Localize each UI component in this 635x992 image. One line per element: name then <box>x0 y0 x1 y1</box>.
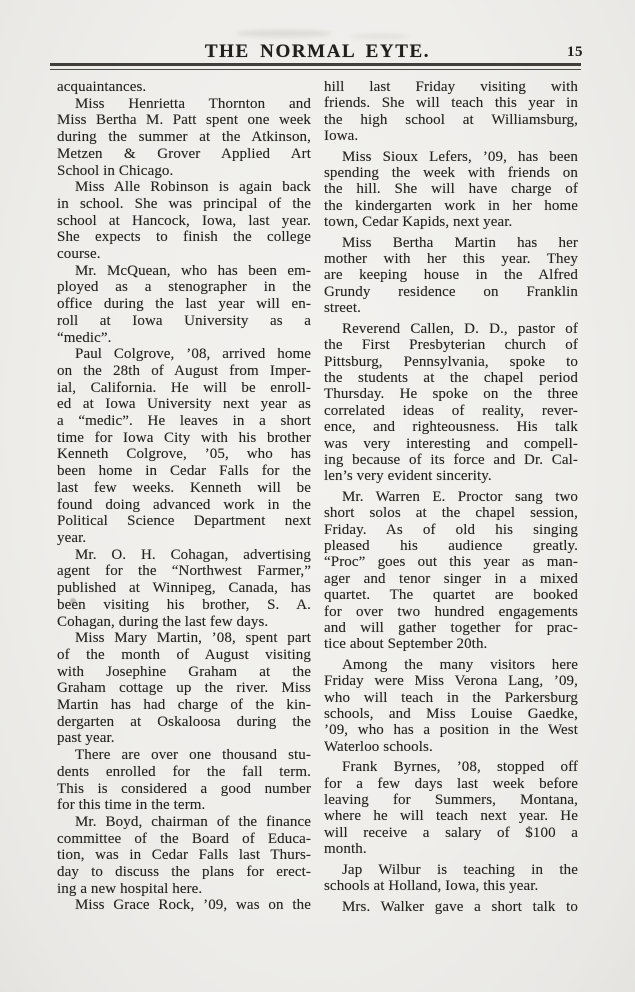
text-line: dergarten at Oskaloosa during the <box>57 713 311 730</box>
paragraph <box>324 862 578 895</box>
paragraph <box>324 899 578 915</box>
text-line: schools, and Miss Louise Gaedke, <box>324 706 578 723</box>
paragraph <box>57 179 311 263</box>
text-line: ence, and righteousness. His talk <box>324 419 578 436</box>
text-line: a “medic”. He leaves in a short <box>57 413 311 430</box>
paragraph <box>324 149 578 231</box>
paragraph <box>324 759 578 857</box>
text-line: on the 28th of August from Imper- <box>57 362 311 379</box>
text-line: tion, was in Cedar Falls last Thurs- <box>57 847 311 864</box>
text-line: “Proc” goes out this year as man- <box>324 554 578 571</box>
text-line: ing a new hospital here. <box>57 880 203 897</box>
text-line: Reverend Callen, D. D., pastor of <box>342 320 578 337</box>
text-line: committee of the Board of Educa- <box>57 830 311 847</box>
text-line: during the summer at the Atkinson, <box>57 129 311 146</box>
text-line: ing because of its force and Dr. Cal- <box>324 451 578 468</box>
text-line: of the month of August visiting <box>57 646 311 663</box>
text-line: the kindergarten work in her home <box>324 197 578 214</box>
text-line: Pittsburg, Pennsylvania, spoke to <box>324 353 578 370</box>
text-line: month. <box>324 841 367 858</box>
text-line: She expects to finish the college <box>57 229 311 246</box>
paragraph <box>57 79 311 96</box>
text-line: acquaintances. <box>57 79 147 95</box>
paragraph <box>324 657 578 755</box>
text-line: Mr. Warren E. Proctor sang two <box>342 488 578 505</box>
text-line: friends. She will teach this year in <box>324 95 578 112</box>
text-line: been home in Cedar Falls for the <box>57 463 311 480</box>
text-line: Mr. McQuean, who has been em- <box>75 262 311 279</box>
text-line: pleased his audience greatly. <box>324 537 578 554</box>
text-line: office during the last year will en- <box>57 296 311 313</box>
text-line: hill last Friday visiting with <box>324 79 578 95</box>
text-line: Cohagan, during the last few days. <box>57 613 269 630</box>
text-line: tice about September 20th. <box>324 636 488 653</box>
text-line: Miss Mary Martin, ’08, spent part <box>75 630 311 647</box>
text-line: Graham cottage up the river. Miss <box>57 680 311 697</box>
paragraph <box>324 235 578 317</box>
text-line: There are over one thousand stu- <box>75 747 311 764</box>
text-line: the students at the chapel period <box>324 369 578 386</box>
text-line: Kenneth Colgrove, ’05, who has <box>57 446 311 463</box>
text-line: Miss Sioux Lefers, ’09, has been <box>342 148 578 165</box>
text-line: year. <box>57 529 87 546</box>
paragraph <box>324 79 578 145</box>
text-line: street. <box>324 300 361 317</box>
text-line: Among the many visitors here <box>342 656 578 673</box>
text-line: leaving for Summers, Montana, <box>324 792 578 809</box>
text-line: been visiting his brother, S. A. <box>57 596 311 613</box>
text-line: who will teach in the Parkersburg <box>324 689 578 706</box>
text-line: published at Winnipeg, Canada, has <box>57 580 311 597</box>
text-line: correlated ideas of reality, rever- <box>324 402 578 419</box>
text-line: Thursday. He spoke on the three <box>324 386 578 403</box>
paragraph <box>57 346 311 546</box>
text-line: last few weeks. Kenneth will be <box>57 479 311 496</box>
text-line: Waterloo schools. <box>324 738 433 755</box>
scan-artifact <box>350 34 410 39</box>
text-line: are keeping house in the Alfred <box>324 267 578 284</box>
page-number: 15 <box>567 44 583 60</box>
paragraph <box>57 547 311 631</box>
text-line: This is considered a good number <box>57 780 311 797</box>
text-line: Miss Alle Robinson is again back <box>75 179 311 196</box>
text-line: the hill. She will have charge of <box>324 181 578 198</box>
text-line: day to discuss the plans for erect- <box>57 864 311 881</box>
paragraph <box>57 96 311 180</box>
text-line: the high school at Williamsburg, <box>324 111 578 128</box>
text-line: where he will teach next year. He <box>324 808 578 825</box>
text-line: will receive a salary of $100 a <box>324 824 578 841</box>
text-line: Frank Byrnes, ’08, stopped off <box>342 759 578 776</box>
text-line: with Josephine Graham at the <box>57 663 311 680</box>
text-line: in school. She was principal of the <box>57 195 311 212</box>
text-line: town, Cedar Kapids, next year. <box>324 214 513 231</box>
text-line: Miss Bertha Martin has her <box>342 234 578 251</box>
text-line: Metzen & Grover Applied Art <box>57 145 311 162</box>
text-line: ial, California. He will be enroll- <box>57 379 311 396</box>
text-line: School in Chicago. <box>57 162 174 179</box>
newspaper-title: THE NORMAL EYTE. <box>204 41 431 62</box>
text-line: ’09, who has a position in the West <box>324 722 578 739</box>
text-line: Friday were Miss Verona Lang, ’09, <box>324 673 578 690</box>
text-line: dents enrolled for the fall term. <box>57 763 311 780</box>
text-line: Martin has had charge of the kin- <box>57 697 311 714</box>
text-line: found doing advanced work in the <box>57 496 311 513</box>
paragraph <box>57 630 311 747</box>
text-line: time for Iowa City with his brother <box>57 429 311 446</box>
text-line: for a few days last week before <box>324 775 578 792</box>
text-line: Mr. O. H. Cohagan, advertising <box>75 546 311 563</box>
paragraph <box>57 263 311 347</box>
text-line: Friday. As of old his singing <box>324 521 578 538</box>
text-line: Grundy residence on Franklin <box>324 283 578 300</box>
paragraph <box>57 897 311 914</box>
text-line: was very interesting and compell- <box>324 435 578 452</box>
paragraph <box>324 489 578 653</box>
text-line: Jap Wilbur is teaching in the <box>342 861 578 878</box>
text-line: ager and tenor singer in a mixed <box>324 570 578 587</box>
text-line: mother with her this year. They <box>324 251 578 268</box>
text-line: course. <box>57 246 101 263</box>
text-line: ployed as a stenographer in the <box>57 279 311 296</box>
scan-artifact <box>236 30 332 37</box>
text-line: Mr. Boyd, chairman of the finance <box>75 813 311 830</box>
text-line: agent for the “Northwest Farmer,” <box>57 563 311 580</box>
text-line: schools at Holland, Iowa, this year. <box>324 878 539 895</box>
right-column <box>324 79 578 915</box>
text-line: Miss Bertha M. Patt spent one week <box>57 112 311 129</box>
text-line: for over two hundred engagements <box>324 603 578 620</box>
paragraph <box>57 814 311 898</box>
text-line: len’s very evident sincerity. <box>324 468 492 485</box>
left-column <box>57 79 311 915</box>
text-line: school at Hancock, Iowa, last year. <box>57 212 311 229</box>
text-line: “medic”. <box>57 329 112 346</box>
text-line: for this time in the term. <box>57 797 206 814</box>
text-line: Paul Colgrove, ’08, arrived home <box>75 346 311 363</box>
text-line: Miss Grace Rock, ’09, was on the <box>75 897 311 914</box>
text-line: the First Presbyterian church of <box>324 337 578 354</box>
article-columns <box>57 79 578 915</box>
text-line: and will gather together for prac- <box>324 620 578 636</box>
text-line: Mrs. Walker gave a short talk to <box>342 898 578 915</box>
header-double-rule <box>50 63 581 70</box>
text-line: ed at Iowa University next year as <box>57 396 311 413</box>
text-line: quartet. The quartet are booked <box>324 587 578 604</box>
text-line: Miss Henrietta Thornton and <box>75 95 311 112</box>
paragraph <box>57 747 311 814</box>
text-line: Iowa. <box>324 128 359 145</box>
text-line: past year. <box>57 730 115 747</box>
text-line: short solos at the chapel session, <box>324 505 578 522</box>
text-line: spending the week with friends on <box>324 165 578 182</box>
text-line: Political Science Department next <box>57 513 311 530</box>
paragraph <box>324 321 578 485</box>
text-line: roll at Iowa University as a <box>57 312 311 329</box>
